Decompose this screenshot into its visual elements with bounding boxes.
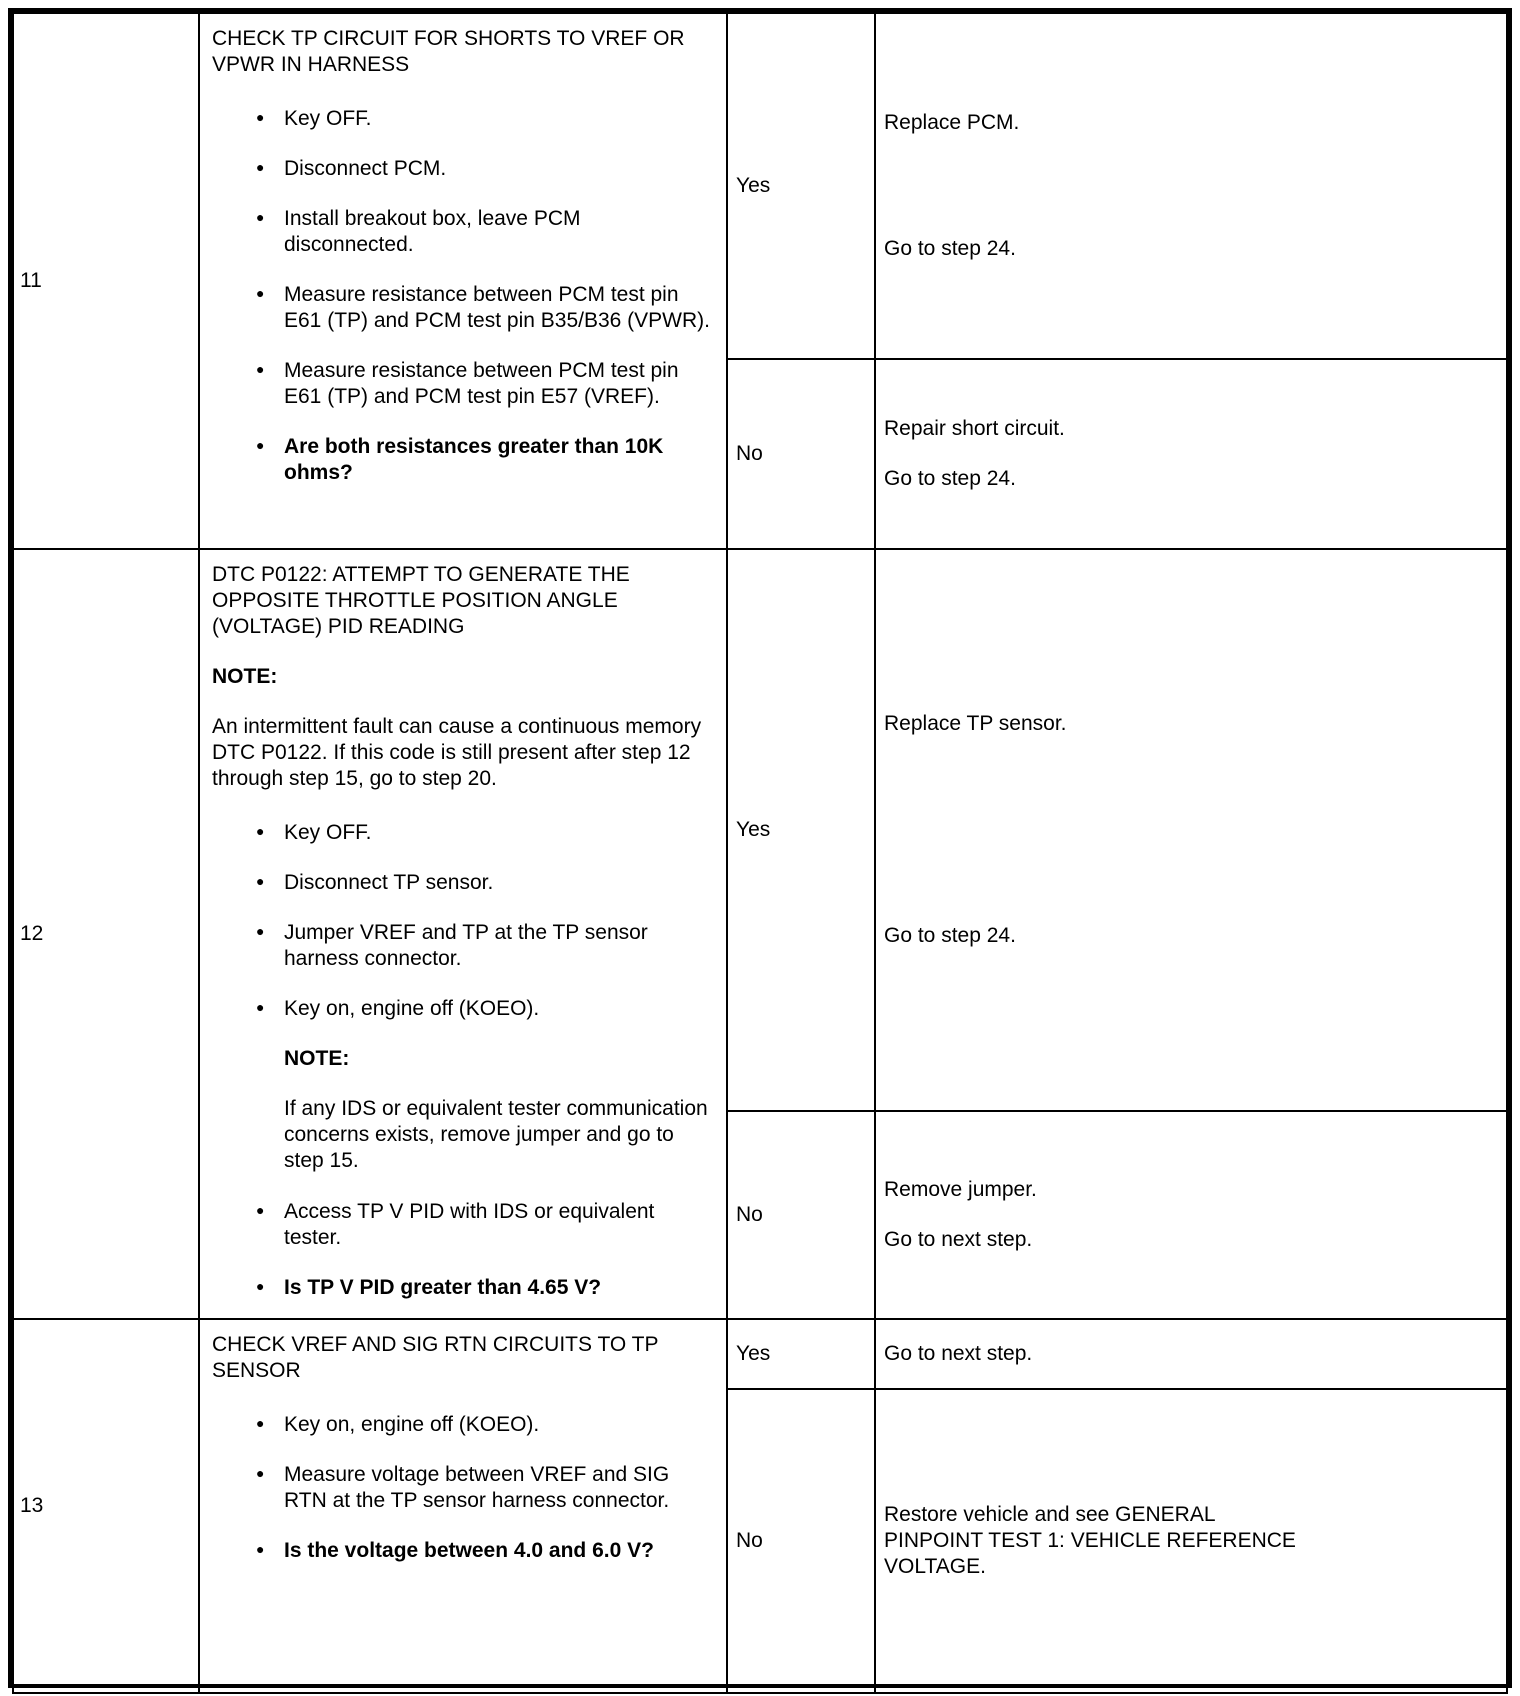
- procedure-item: ● Measure voltage between VREF and SIG RTN at the TP sensor harness connector.: [212, 1462, 714, 1514]
- procedure-item: ● Disconnect PCM.: [212, 156, 714, 182]
- pinpoint-test-table-border: [8, 8, 1512, 1688]
- action-text: Go to next step.: [884, 1228, 1033, 1251]
- test-description-cell: [199, 13, 727, 549]
- action-text: Replace PCM.: [884, 110, 1020, 134]
- action-text: Go to step 24.: [884, 237, 1016, 260]
- note-label: NOTE:: [284, 1047, 350, 1071]
- action-text: Go to step 24.: [884, 467, 1016, 490]
- procedure-item: ● Jumper VREF and TP at the TP sensor harness connector.: [212, 920, 714, 972]
- test-title: CHECK TP CIRCUIT FOR SHORTS TO VREF OR VPWR IN HARNESS: [212, 27, 685, 77]
- test-title: DTC P0122: ATTEMPT TO GENERATE THE OPPOSITE THROTTLE POSITION ANGLE (VOLTAGE) PID READING: [212, 563, 630, 639]
- action-text: Go to next step.: [884, 1341, 1033, 1365]
- procedure-list: [212, 106, 714, 486]
- procedure-item: ● Install breakout box, leave PCM disconnected.: [212, 206, 714, 258]
- step-number-cell: 11: [13, 13, 199, 549]
- result-yes-label: Yes: [727, 549, 875, 1111]
- action-text: Replace TP sensor.: [884, 712, 1067, 736]
- procedure-item: ● Measure resistance between PCM test pin E61 (TP) and PCM test pin B35/B36 (VPWR).: [212, 282, 714, 334]
- action-text: Restore vehicle and see GENERAL PINPOINT TEST 1: VEHICLE REFERENCE VOLTAGE.: [884, 1502, 1296, 1579]
- action-cell-yes: [875, 13, 1507, 359]
- result-yes-label: Yes: [727, 1319, 875, 1389]
- pinpoint-test-table: [12, 12, 1508, 1694]
- result-no-label: No: [727, 1389, 875, 1693]
- procedure-item: ● Access TP V PID with IDS or equivalent tester.: [212, 1199, 714, 1251]
- note-label: NOTE:: [212, 665, 278, 689]
- action-text: Remove jumper.: [884, 1177, 1037, 1201]
- action-cell-no: [875, 1111, 1507, 1319]
- action-cell-yes: [875, 549, 1507, 1111]
- procedure-item: ● Key OFF.: [212, 106, 714, 132]
- note-text: An intermittent fault can cause a continuous memory DTC P0122. If this code is still present after step 12 through step 15, go to step 20.: [212, 715, 702, 791]
- action-cell-no: [875, 359, 1507, 549]
- step-number-cell: 12: [13, 549, 199, 1319]
- procedure-item: ● Disconnect TP sensor.: [212, 870, 714, 896]
- procedure-item: ● Measure resistance between PCM test pin E61 (TP) and PCM test pin E57 (VREF).: [212, 358, 714, 410]
- procedure-item: ● Key on, engine off (KOEO). NOTE: If any IDS or equivalent tester communication concerns exists, remove jumper and go to step 15.: [212, 996, 714, 1174]
- action-cell-no: [875, 1389, 1507, 1693]
- result-yes-label: Yes: [727, 13, 875, 359]
- question-item: ● Is TP V PID greater than 4.65 V?: [212, 1275, 714, 1301]
- result-no-label: No: [727, 359, 875, 549]
- procedure-item: ● Key OFF.: [212, 820, 714, 846]
- procedure-item: ● Key on, engine off (KOEO).: [212, 1412, 714, 1438]
- action-text: Go to step 24.: [884, 923, 1016, 947]
- action-cell-yes: [875, 1319, 1507, 1389]
- test-description-cell: [199, 1319, 727, 1693]
- question-item: ● Are both resistances greater than 10K ohms?: [212, 434, 714, 486]
- procedure-list: [212, 1412, 714, 1564]
- result-no-label: No: [727, 1111, 875, 1319]
- test-title: CHECK VREF AND SIG RTN CIRCUITS TO TP SENSOR: [212, 1333, 659, 1383]
- step-number-cell: 13: [13, 1319, 199, 1693]
- action-text: Repair short circuit.: [884, 416, 1065, 440]
- question-item: ● Is the voltage between 4.0 and 6.0 V?: [212, 1538, 714, 1564]
- procedure-list: [212, 820, 714, 1300]
- note-text: If any IDS or equivalent tester communication concerns exists, remove jumper and go to step 15.: [284, 1097, 708, 1173]
- test-description-cell: [199, 549, 727, 1319]
